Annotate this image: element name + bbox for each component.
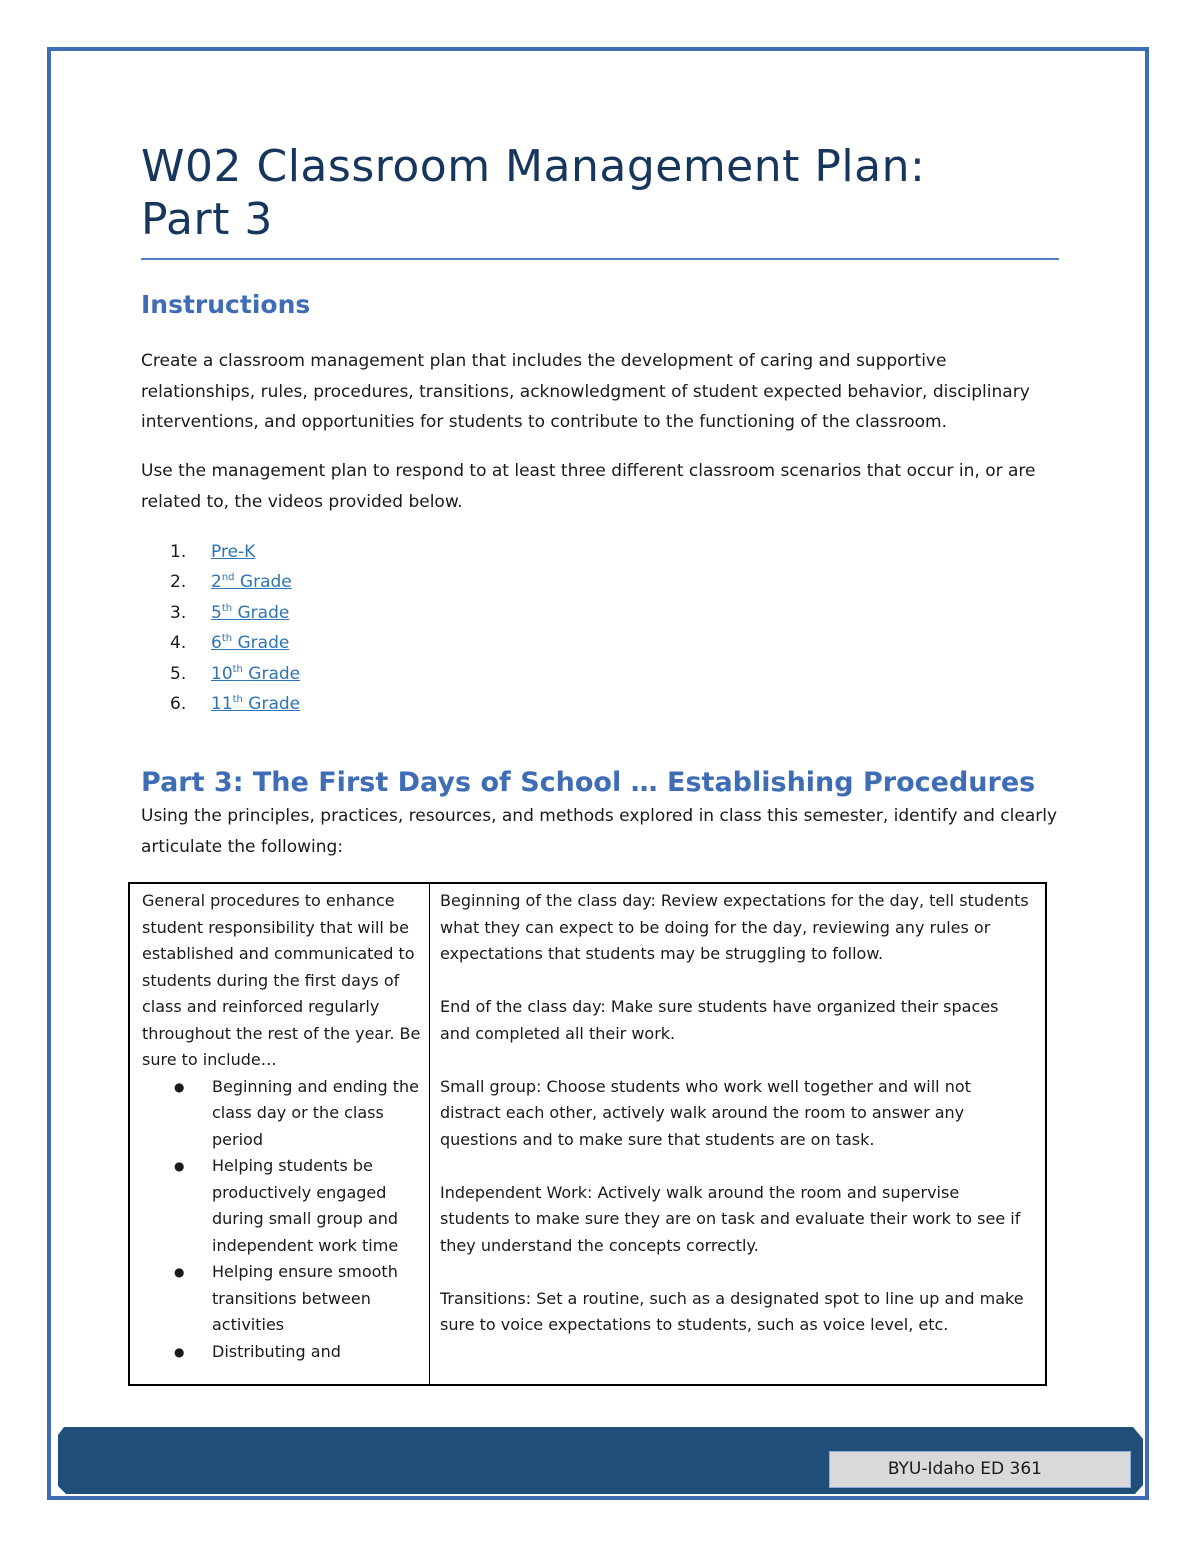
video-link-item [170, 598, 300, 628]
prompt-text: General procedures to enhance student responsibility that will be established and communicated to students during the first days of class and reinforced regularly throughout the rest of the year. Be sure to include… [142, 891, 421, 1069]
response-end-of-day: End of the class day: Make sure students have organized their spaces and completed all their work. [440, 997, 999, 1043]
list-number: 4. [170, 633, 187, 654]
list-number: 3. [170, 602, 187, 623]
instructions-heading: Instructions [141, 290, 311, 319]
link-text: Grade [242, 693, 301, 714]
link-text: Grade [232, 602, 290, 623]
table-cell-prompt [130, 884, 430, 1384]
video-link-item [170, 659, 300, 689]
bullet-item: ● Helping students be productively engaged during small group and independent work time [142, 1153, 421, 1259]
link-ordinal-suffix: th [232, 693, 243, 705]
title-line-2: Part 3 [141, 194, 273, 245]
response-transitions: Transitions: Set a routine, such as a designated spot to line up and make sure to voice expectations to students, such as voice level, etc. [440, 1288, 1024, 1334]
footer-course-label: BYU-Idaho ED 361 [829, 1451, 1131, 1488]
response-small-group: Small group: Choose students who work well together and will not distract each other, actively walk around the room to answer any questions and to make sure that students are on task. [440, 1076, 971, 1149]
procedures-table [128, 882, 1047, 1386]
part3-intro: Using the principles, practices, resources, and methods explored in class this semester, identify and clearly articulate the following: [141, 806, 1058, 857]
link-ordinal-suffix: nd [221, 572, 235, 584]
link-text: Pre-K [211, 542, 256, 562]
list-number: 5. [170, 663, 187, 684]
link-grade-number: 6 [211, 633, 222, 654]
link-text: Grade [234, 572, 292, 593]
video-link-item [170, 628, 300, 658]
link-6th-grade[interactable] [211, 628, 289, 658]
link-ordinal-suffix: th [221, 633, 233, 645]
page-title [141, 140, 1061, 246]
link-2nd-grade[interactable] [211, 567, 292, 597]
list-number: 1. [170, 542, 187, 562]
video-link-item [170, 689, 300, 719]
link-ordinal-suffix: th [221, 602, 233, 614]
bullet-item: ● Helping ensure smooth transitions between activities [142, 1259, 421, 1339]
link-text: Grade [242, 663, 301, 684]
link-grade-number: 5 [211, 602, 222, 623]
link-11th-grade[interactable] [211, 689, 300, 719]
list-number: 6. [170, 693, 187, 714]
title-line-1: W02 Classroom Management Plan: [141, 141, 926, 192]
link-text: Grade [232, 633, 290, 654]
prompt-bullet-list [142, 1074, 421, 1366]
instructions-paragraph-2: Use the management plan to respond to at least three different classroom scenarios that occur in, or are related to, the videos provided below. [141, 461, 1036, 512]
instructions-paragraph-1: Create a classroom management plan that includes the development of caring and supportive relationships, rules, procedures, transitions, acknowledgment of student expected behavior, disciplinary interventions, and opportunities for students to contribute to the functioning of the classroom. [141, 351, 1030, 432]
link-grade-number: 10 [211, 663, 233, 684]
bullet-item: ● Distributing and [142, 1339, 421, 1366]
video-link-list [170, 537, 300, 719]
link-pre-k[interactable] [211, 537, 255, 567]
table-cell-response [430, 884, 1045, 1384]
video-link-item [170, 537, 300, 567]
link-ordinal-suffix: th [232, 663, 243, 675]
response-beginning-of-day: Beginning of the class day: Review expectations for the day, tell students what they can expect to be doing for the day, reviewing any rules or expectations that students may be struggling to follow. [440, 891, 1029, 963]
link-grade-number: 2 [211, 572, 222, 593]
link-5th-grade[interactable] [211, 598, 289, 628]
list-number: 2. [170, 572, 187, 593]
title-divider [141, 258, 1059, 260]
link-10th-grade[interactable] [211, 659, 300, 689]
link-grade-number: 11 [211, 693, 233, 714]
response-independent-work: Independent Work: Actively walk around the room and supervise students to make sure they are on task and evaluate their work to see if they understand the concepts correctly. [440, 1182, 1021, 1255]
video-link-item [170, 567, 300, 597]
bullet-item: ● Beginning and ending the class day or the class period [142, 1074, 421, 1154]
part3-heading: Part 3: The First Days of School … Establishing Procedures [141, 767, 1036, 798]
